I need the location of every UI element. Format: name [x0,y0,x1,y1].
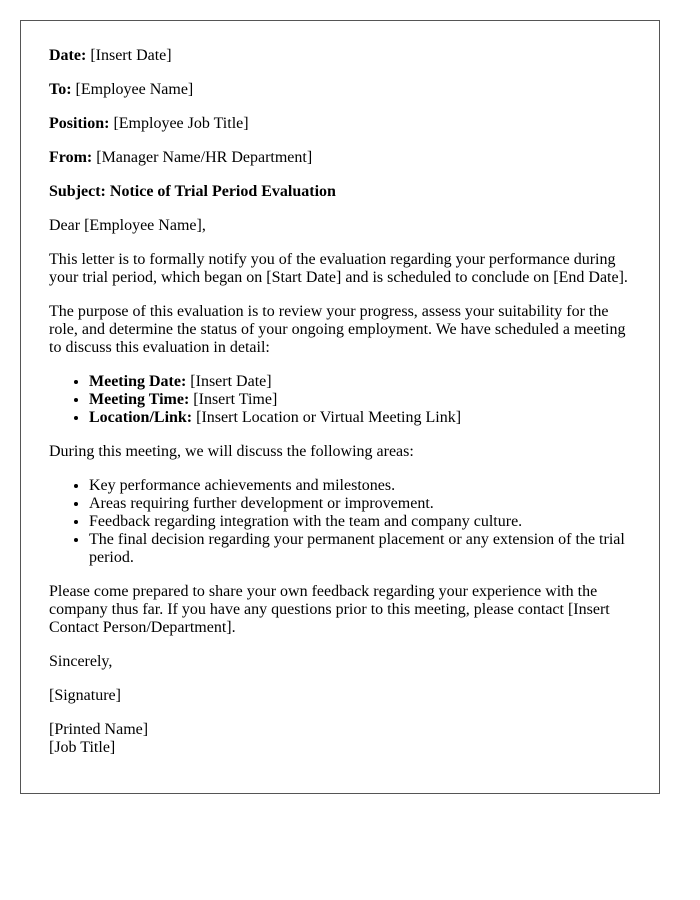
job-title: [Job Title] [49,739,116,756]
subject-label: Subject: [49,183,106,200]
date-line [49,47,631,65]
meeting-location-item [89,409,631,427]
meeting-detail-label: Meeting Date: [89,373,187,390]
meeting-detail-label: Meeting Time: [89,391,190,408]
meeting-detail-label: Location/Link: [89,409,193,426]
meeting-detail-value: [Insert Time] [193,391,278,408]
salutation: Dear [Employee Name], [49,217,206,234]
letter-document [20,20,660,794]
printed-name: [Printed Name] [49,721,149,738]
subject-line [49,183,631,201]
meeting-details-list [49,373,631,427]
to-label: To: [49,81,72,98]
signature-placeholder: [Signature] [49,687,121,704]
meeting-detail-value: [Insert Date] [190,373,272,390]
intro-paragraph: This letter is to formally notify you of the evaluation regarding your performance during your trial period, which began on [Start Date] and is scheduled to conclude on [End Date]. [49,251,628,286]
from-line [49,149,631,167]
to-line [49,81,631,99]
subject-value: Notice of Trial Period Evaluation [109,183,336,200]
from-label: From: [49,149,93,166]
from-value: [Manager Name/HR Department] [96,149,313,166]
purpose-paragraph: The purpose of this evaluation is to review your progress, assess your suitability for the role, and determine the status of your ongoing employment. We have scheduled a meeting to discuss this evaluation in detail: [49,303,626,356]
to-value: [Employee Name] [75,81,194,98]
list-item: • Feedback regarding integration with the team and company culture. [89,513,631,531]
position-value: [Employee Job Title] [113,115,249,132]
meeting-date-item [89,373,631,391]
list-item: • Areas requiring further development or improvement. [89,495,631,513]
position-line [49,115,631,133]
list-item: • Key performance achievements and milestones. [89,477,631,495]
position-label: Position: [49,115,110,132]
discussion-areas-list [49,477,631,567]
meeting-time-item [89,391,631,409]
areas-intro-paragraph: During this meeting, we will discuss the following areas: [49,443,414,460]
closing-paragraph: Please come prepared to share your own feedback regarding your experience with the company thus far. If you have any questions prior to this meeting, please contact [Insert Contact Person/Department]. [49,583,610,636]
date-label: Date: [49,47,87,64]
list-item: • The final decision regarding your permanent placement or any extension of the trial period. [89,531,631,567]
signature-block [49,721,631,757]
sign-off: Sincerely, [49,653,113,670]
meeting-detail-value: [Insert Location or Virtual Meeting Link] [196,409,462,426]
date-value: [Insert Date] [90,47,172,64]
